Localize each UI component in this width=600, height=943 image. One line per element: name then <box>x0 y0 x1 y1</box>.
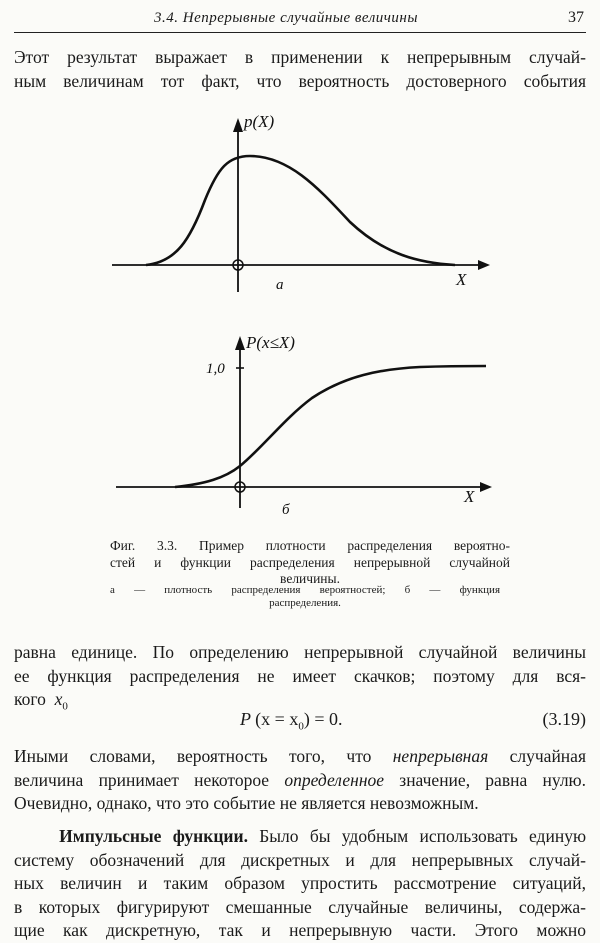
text-fragment: величина принимает некоторое <box>14 769 270 790</box>
text-line: систему обозначений для дискретных и для непрерывных случай- <box>14 849 586 870</box>
emphasis: определенное <box>284 769 385 790</box>
text-line: ным величинам тот факт, что вероятность достоверного события <box>14 70 586 91</box>
equation-subscript: 0 <box>298 720 304 733</box>
density-plot <box>112 112 490 293</box>
text-fragment: значение, равна нулю. <box>399 769 586 790</box>
panel-label-a: а <box>276 277 284 293</box>
density-y-arrow <box>233 118 243 132</box>
legend-line: а — плотность распределения вероятностей; б — функция <box>110 584 500 596</box>
text-line: щие как дискретную, так и непрерывную части. Этого можно <box>14 920 586 940</box>
legend-line: распределения. <box>269 597 341 609</box>
cdf-y-label: P(x≤X) <box>246 333 295 352</box>
text-fragment: Иными словами, вероятность того, что <box>14 746 372 766</box>
caption-line: величины. <box>280 571 340 586</box>
figure-caption <box>110 538 510 588</box>
text-line <box>14 825 586 849</box>
cdf-x-label: X <box>464 487 475 506</box>
body-paragraph-1 <box>14 641 586 719</box>
equation-part: P <box>240 709 251 729</box>
cdf-tick-label: 1,0 <box>206 361 225 377</box>
distribution-plot <box>116 333 492 518</box>
caption-line: Фиг. 3.3. Пример плотности распределения вероятно- <box>110 538 510 553</box>
cdf-curve <box>175 366 486 487</box>
text-line: в которых фигурируют смешанные случайные величины, содержа- <box>14 896 586 917</box>
caption-line: стей и функции распределения непрерывной случайной <box>110 554 510 570</box>
body-paragraph-3 <box>14 825 586 943</box>
section-title: 3.4. Непрерывные случайные величины <box>154 10 418 26</box>
figure-legend <box>110 584 500 610</box>
density-x-label: X <box>456 270 467 289</box>
text-line: Этот результат выражает в применении к непрерывным случай- <box>14 47 586 67</box>
text-line <box>14 745 586 769</box>
text-line: ных величин и таким образом упростить рассмотрение ситуаций, <box>14 873 586 893</box>
variable-x: x <box>54 689 63 709</box>
page-number: 37 <box>568 9 584 26</box>
text-line <box>14 769 586 793</box>
equation-number: (3.19) <box>542 709 586 729</box>
density-x-arrow <box>478 260 490 270</box>
density-y-label: p(X) <box>244 112 275 131</box>
text-fragment: Было бы удобным использовать единую <box>259 826 587 846</box>
text-line: ее функция распределения не имеет скачков; поэтому для вся- <box>14 665 586 686</box>
text-line: равна единице. По определению непрерывной случайной величины <box>14 642 586 662</box>
body-paragraph-2 <box>14 745 586 816</box>
equation-part: (x = x <box>255 709 299 729</box>
cdf-y-arrow <box>235 336 245 350</box>
subscript: 0 <box>62 700 68 713</box>
equation-part <box>255 709 343 733</box>
run-in-heading: Импульсные функции. <box>59 826 248 846</box>
panel-label-b: б <box>282 502 290 518</box>
text-line: Очевидно, однако, что это событие не является невозможным. <box>14 793 479 813</box>
cdf-x-arrow <box>480 482 492 492</box>
equation-part: ) = 0. <box>303 709 343 729</box>
text-fragment: кого <box>14 689 46 709</box>
density-curve <box>146 156 455 265</box>
emphasis: непрерывная <box>392 746 489 766</box>
text-fragment: случайная <box>509 746 586 766</box>
equation <box>240 709 342 733</box>
